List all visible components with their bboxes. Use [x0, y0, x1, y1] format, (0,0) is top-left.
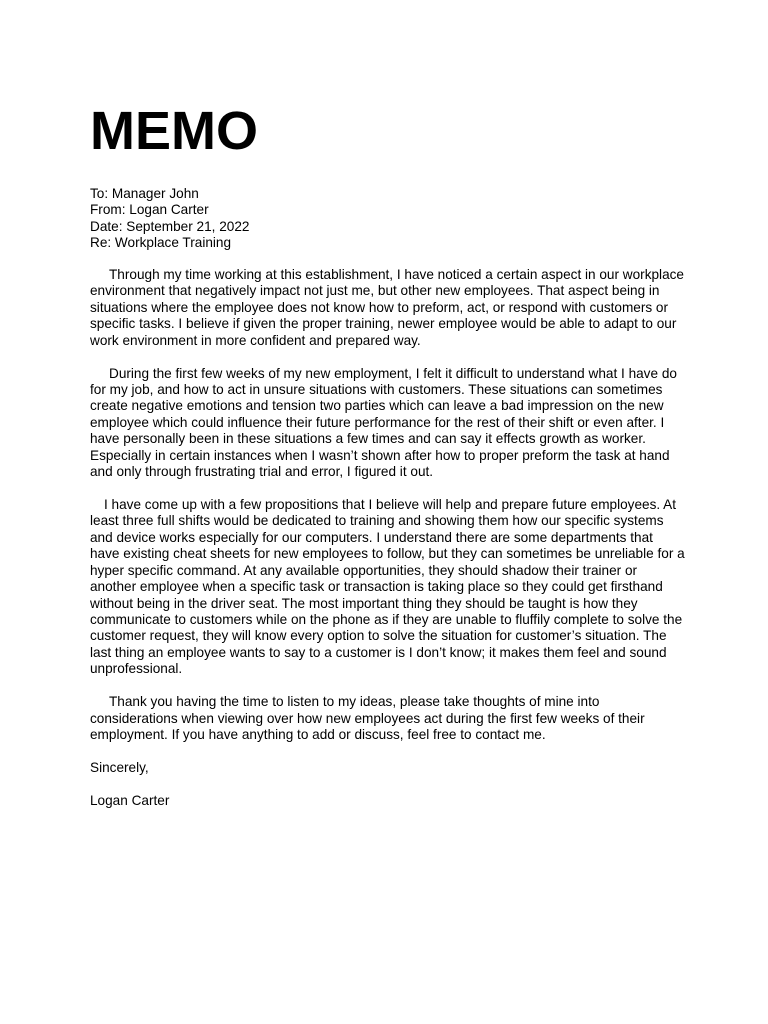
memo-page — [90, 0, 686, 1024]
memo-body — [90, 267, 686, 826]
memo-paragraph-2: During the first few weeks of my new employment, I felt it difficult to understand what I have do for my job, and how to act in unsure situations with customers. These situations can sometimes create negative emotions and tension two parties which can leave a bad impression on the new employee which could influence their future performance for the rest of their shift or even after. I have personally been in these situations a few times and can say it effects growth as worker. Especially in certain instances when I wasn’t shown after how to proper preform the task at hand and only through frustrating trial and error, I figured it out. — [90, 365, 677, 480]
memo-paragraph-3: I have come up with a few propositions that I believe will help and prepare future employees. At least three full shifts would be dedicated to training and showing them how our specific systems and device works especially for our computers. I understand there are some departments that have existing cheat sheets for new employees to follow, but they can sometimes be unreliable for a hyper specific command. At any available opportunities, they should shadow their trainer or another employee when a specific task or transaction is taking place so they could get firsthand without being in the driver seat. The most important thing they should be taught is how they communicate to customers while on the phone as if they are unable to fluffily complete to solve the customer request, they will know every option to solve the situation for customer’s situation. The last thing an employee wants to say to a customer is I don’t know; it makes them feel and sound unprofessional. — [90, 497, 685, 677]
memo-signature: Logan Carter — [90, 792, 170, 808]
memo-paragraph-4: Thank you having the time to listen to my ideas, please take thoughts of mine into considerations when viewing over how new employees act during the first few weeks of their employment. If you have anything to add or discuss, feel free to contact me. — [90, 694, 645, 742]
memo-to-line: To: Manager John — [90, 186, 199, 201]
memo-subject-line: Re: Workplace Training — [90, 235, 232, 251]
memo-header — [90, 186, 686, 252]
memo-paragraph-1: Through my time working at this establishment, I have noticed a certain aspect in our workplace environment that negatively impact not just me, but other new employees. That aspect being in situations where the employee does not know how to preform, act, or respond with customers or specific tasks. I believe if given the proper training, newer employee would be able to adapt to our work environment in more confident and prepared way. — [90, 267, 684, 348]
memo-title: MEMO — [90, 101, 258, 161]
memo-date-line: Date: September 21, 2022 — [90, 218, 250, 234]
memo-from-line: From: Logan Carter — [90, 202, 209, 218]
memo-closing: Sincerely, — [90, 759, 149, 775]
